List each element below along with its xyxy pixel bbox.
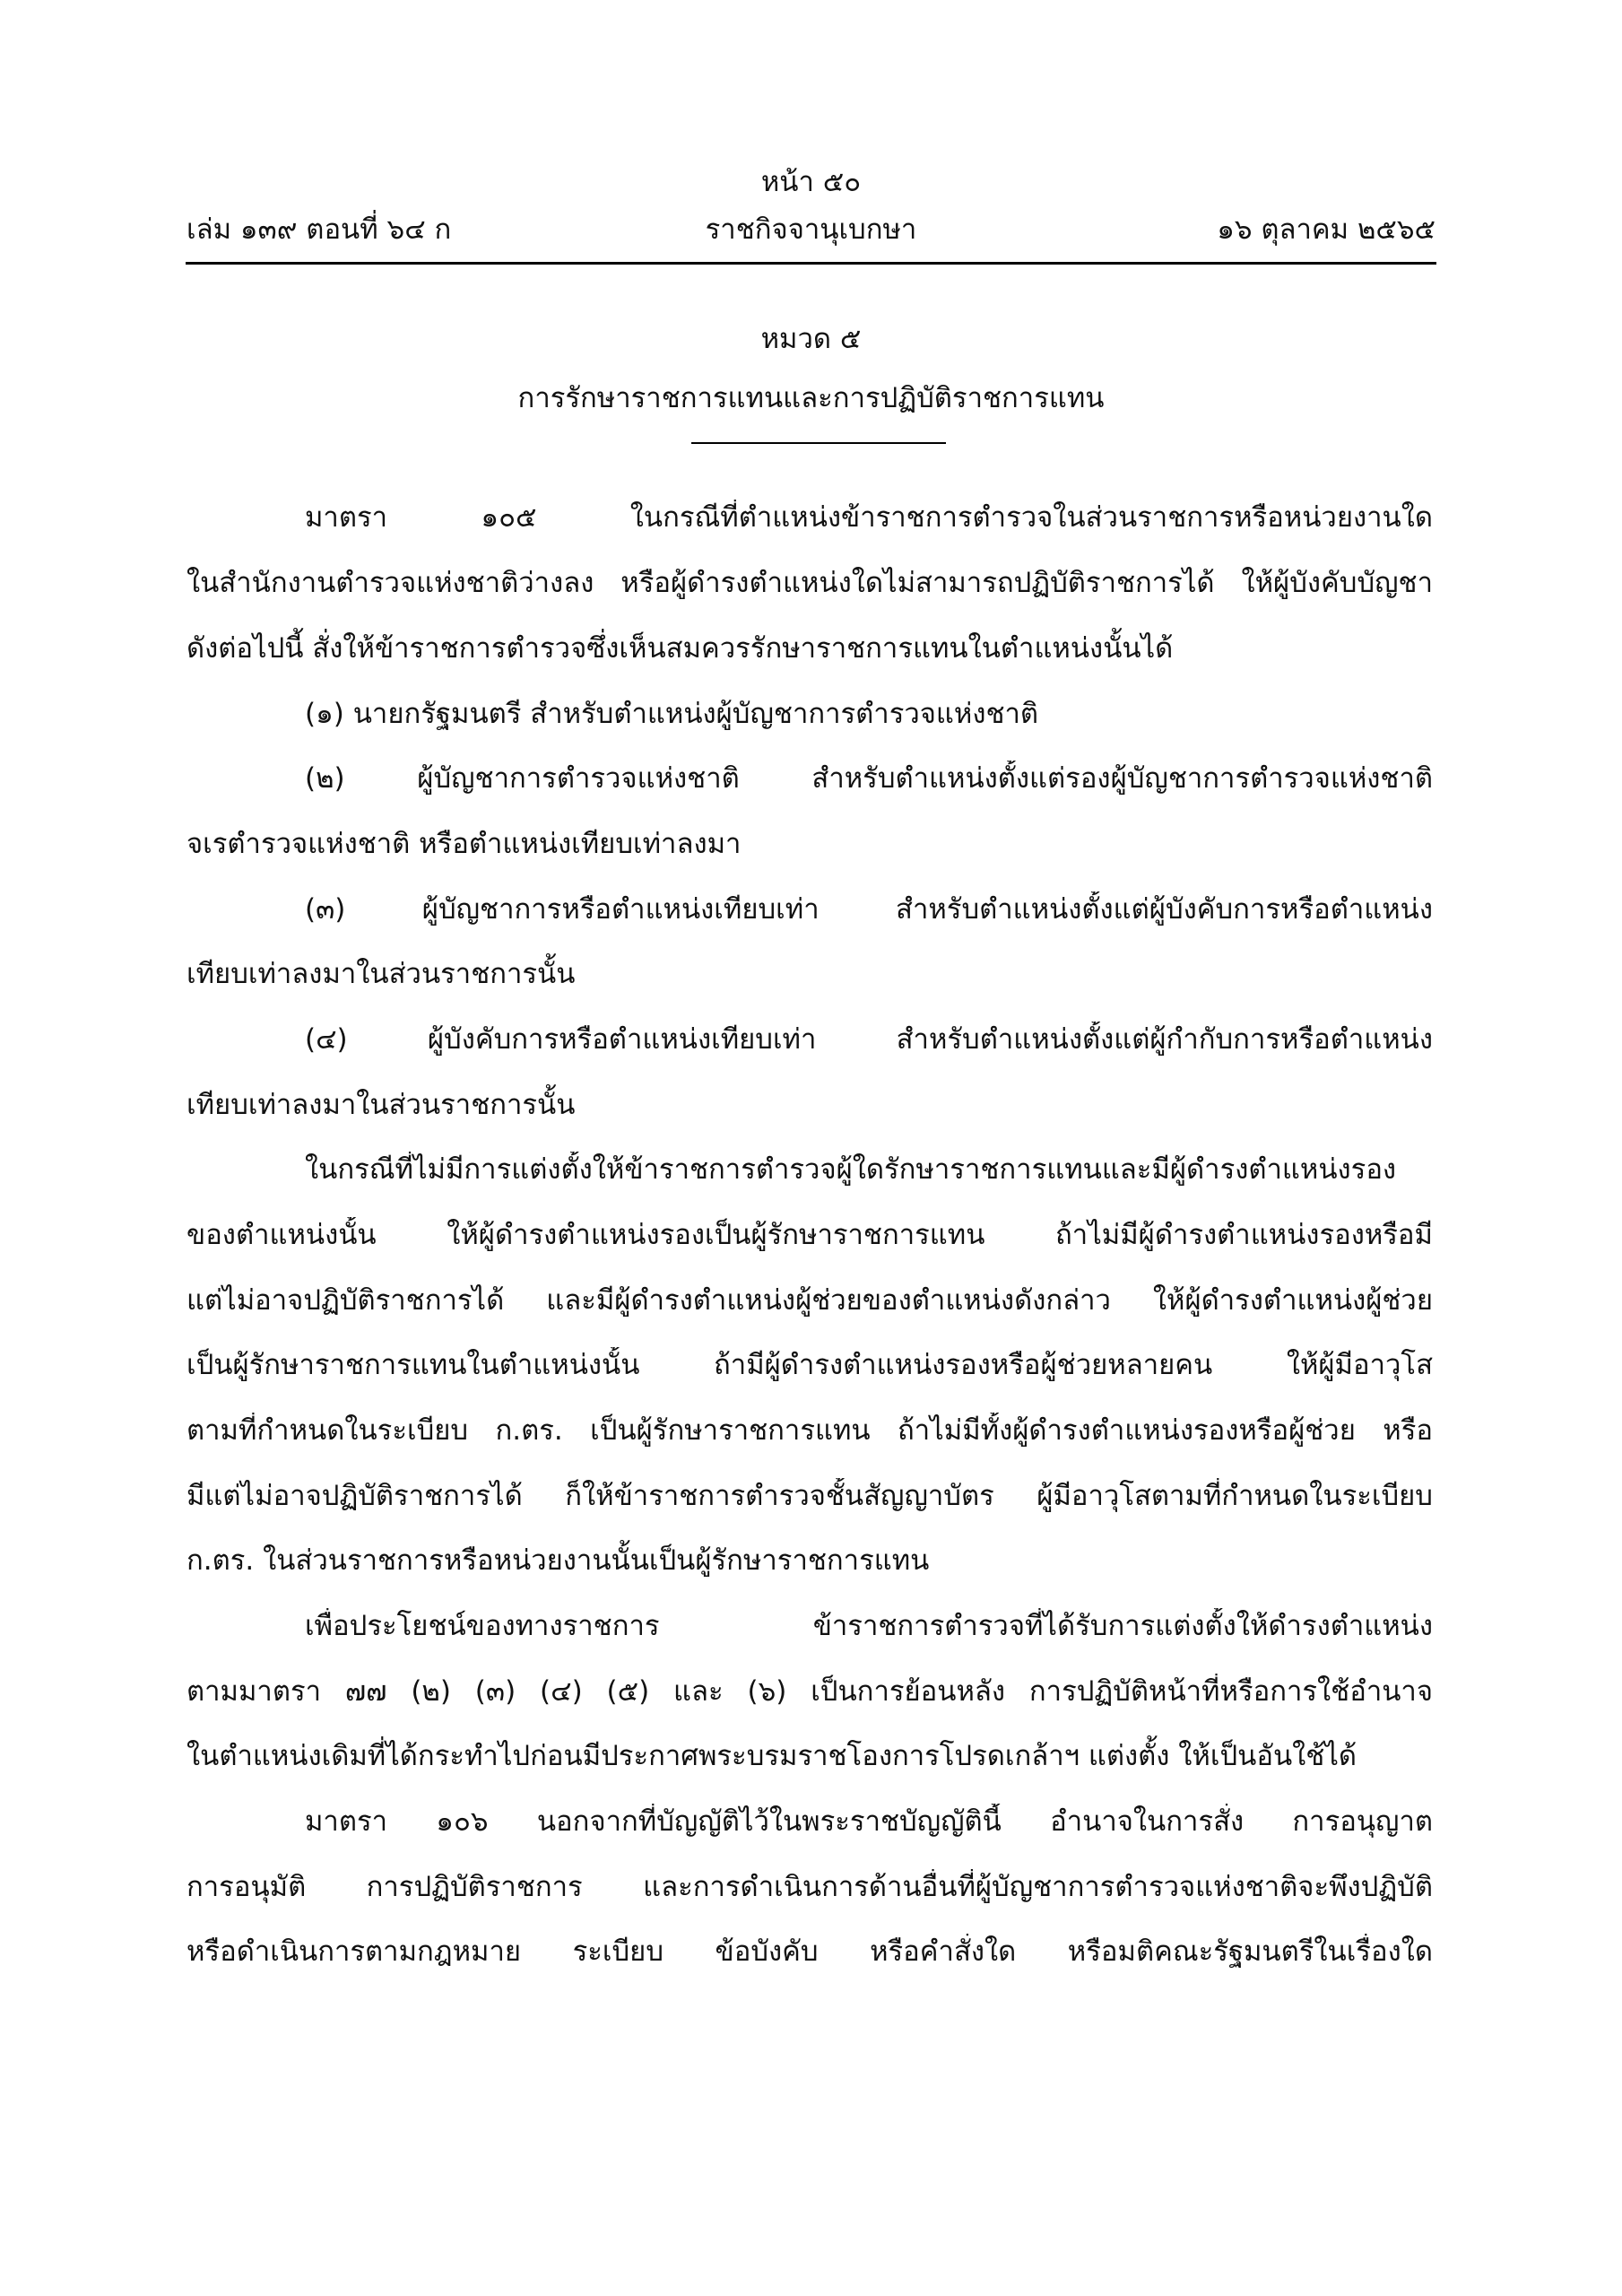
publication-date: ๑๖ ตุลาคม ๒๕๖๕ bbox=[1217, 213, 1436, 246]
section-106-line-1: มาตรา ๑๐๖ นอกจากที่บัญญัติไว้ในพระราชบัญญัตินี้ อำนาจในการสั่ง การอนุญาต bbox=[305, 1805, 1433, 1838]
chapter-divider bbox=[691, 442, 946, 444]
header-divider bbox=[186, 262, 1436, 265]
chapter-title: การรักษาราชการแทนและการปฏิบัติราชการแทน bbox=[517, 382, 1105, 414]
para-benefit-line-3: ในตำแหน่งเดิมที่ได้กระทำไปก่อนมีประกาศพระบรมราชโองการโปรดเกล้าฯ แต่งตั้ง ให้เป็นอันใช้ได้ bbox=[186, 1740, 1357, 1772]
chapter-number: หมวด ๕ bbox=[760, 323, 862, 355]
para-acting-line-7: ก.ตร. ในส่วนราชการหรือหน่วยงานนั้นเป็นผู้รักษาราชการแทน bbox=[186, 1544, 930, 1577]
section-105-line-2: ในสำนักงานตำรวจแห่งชาติว่างลง หรือผู้ดำรงตำแหน่งใดไม่สามารถปฏิบัติราชการได้ ให้ผู้บังคับบัญชา bbox=[186, 567, 1433, 599]
para-acting-line-5: ตามที่กำหนดในระเบียบ ก.ตร. เป็นผู้รักษาราชการแทน ถ้าไม่มีทั้งผู้ดำรงตำแหน่งรองหรือผู้ช่วย หรือ bbox=[186, 1414, 1433, 1447]
item-3-line-2: เทียบเท่าลงมาในส่วนราชการนั้น bbox=[186, 958, 576, 990]
publication-name: ราชกิจจานุเบกษา bbox=[705, 213, 917, 246]
item-2-line-2: จเรตำรวจแห่งชาติ หรือตำแหน่งเทียบเท่าลงมา bbox=[186, 828, 742, 860]
volume-issue: เล่ม ๑๓๙ ตอนที่ ๖๔ ก bbox=[186, 213, 452, 246]
para-acting-line-2: ของตำแหน่งนั้น ให้ผู้ดำรงตำแหน่งรองเป็นผู้รักษาราชการแทน ถ้าไม่มีผู้ดำรงตำแหน่งรองหรือมี bbox=[186, 1219, 1433, 1251]
section-106-line-2: การอนุมัติ การปฏิบัติราชการ และการดำเนินการด้านอื่นที่ผู้บัญชาการตำรวจแห่งชาติจะพึงปฏิบัติ bbox=[186, 1871, 1433, 1903]
page-number: หน้า ๕๐ bbox=[760, 166, 862, 198]
item-3-line-1: (๓) ผู้บัญชาการหรือตำแหน่งเทียบเท่า สำหรับตำแหน่งตั้งแต่ผู้บังคับการหรือตำแหน่ง bbox=[305, 893, 1433, 926]
item-4-line-1: (๔) ผู้บังคับการหรือตำแหน่งเทียบเท่า สำหรับตำแหน่งตั้งแต่ผู้กำกับการหรือตำแหน่ง bbox=[305, 1023, 1433, 1056]
para-benefit-line-2: ตามมาตรา ๗๗ (๒) (๓) (๔) (๕) และ (๖) เป็นการย้อนหลัง การปฏิบัติหน้าที่หรือการใช้อำนาจ bbox=[186, 1675, 1433, 1708]
section-106-line-3: หรือดำเนินการตามกฎหมาย ระเบียบ ข้อบังคับ หรือคำสั่งใด หรือมติคณะรัฐมนตรีในเรื่องใด bbox=[186, 1935, 1433, 1968]
section-105-line-1: มาตรา ๑๐๕ ในกรณีที่ตำแหน่งข้าราชการตำรวจในส่วนราชการหรือหน่วยงานใด bbox=[305, 501, 1433, 534]
para-benefit-line-1: เพื่อประโยชน์ของทางราชการ ข้าราชการตำรวจที่ได้รับการแต่งตั้งให้ดำรงตำแหน่ง bbox=[305, 1610, 1433, 1642]
para-acting-line-3: แต่ไม่อาจปฏิบัติราชการได้ และมีผู้ดำรงตำแหน่งผู้ช่วยของตำแหน่งดังกล่าว ให้ผู้ดำรงตำแหน่งผู้ช่วย bbox=[186, 1284, 1433, 1317]
para-acting-line-4: เป็นผู้รักษาราชการแทนในตำแหน่งนั้น ถ้ามีผู้ดำรงตำแหน่งรองหรือผู้ช่วยหลายคน ให้ผู้มีอาวุโส bbox=[186, 1349, 1433, 1381]
para-acting-line-1: ในกรณีที่ไม่มีการแต่งตั้งให้ข้าราชการตำรวจผู้ใดรักษาราชการแทนและมีผู้ดำรงตำแหน่งรอง bbox=[305, 1153, 1397, 1186]
item-1: (๑) นายกรัฐมนตรี สำหรับตำแหน่งผู้บัญชาการตำรวจแห่งชาติ bbox=[305, 698, 1039, 730]
section-105-line-3: ดังต่อไปนี้ สั่งให้ข้าราชการตำรวจซึ่งเห็นสมควรรักษาราชการแทนในตำแหน่งนั้นได้ bbox=[186, 632, 1174, 665]
item-2-line-1: (๒) ผู้บัญชาการตำรวจแห่งชาติ สำหรับตำแหน่งตั้งแต่รองผู้บัญชาการตำรวจแห่งชาติ bbox=[305, 762, 1433, 795]
item-4-line-2: เทียบเท่าลงมาในส่วนราชการนั้น bbox=[186, 1089, 576, 1121]
para-acting-line-6: มีแต่ไม่อาจปฏิบัติราชการได้ ก็ให้ข้าราชการตำรวจชั้นสัญญาบัตร ผู้มีอาวุโสตามที่กำหนดในระเบียบ bbox=[186, 1480, 1433, 1512]
